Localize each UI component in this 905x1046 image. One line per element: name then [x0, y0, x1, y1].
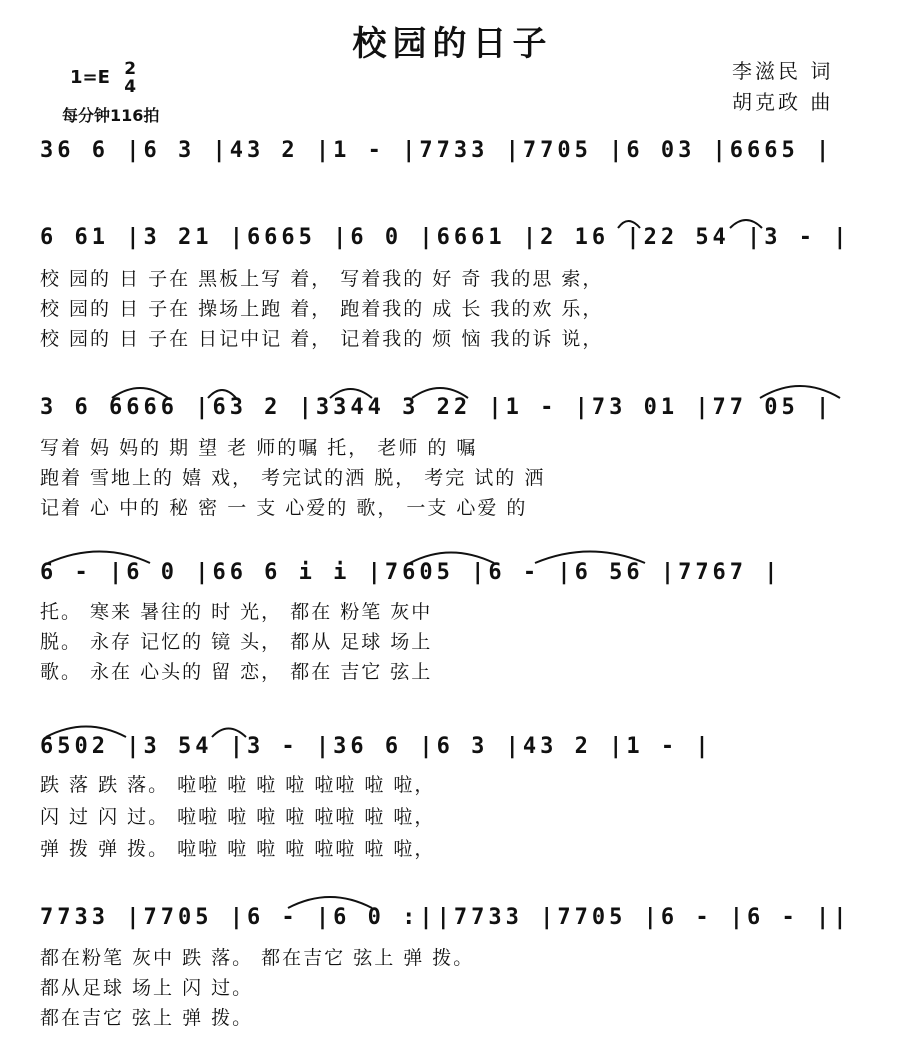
lyric-line-4-verse-2: 脱。 永存 记忆的 镜 头， 都从 足球 场上	[40, 631, 433, 653]
lyric-line-2-verse-1: 校 园的 日 子在 黑板上写 着， 写着我的 好 奇 我的思 索，	[40, 268, 604, 290]
slur-mark	[112, 388, 168, 398]
slur-mark	[535, 552, 645, 564]
slur-mark	[730, 220, 762, 228]
slur-mark	[212, 729, 246, 738]
lyric-line-5-verse-1: 跌 落 跌 落。 啦啦 啦 啦 啦 啦啦 啦 啦，	[40, 774, 436, 796]
slur-mark	[330, 389, 372, 398]
slur-mark	[760, 386, 840, 398]
lyric-line-2-verse-2: 校 园的 日 子在 操场上跑 着， 跑着我的 成 长 我的欢 乐，	[40, 298, 604, 320]
lyric-line-5-verse-2: 闪 过 闪 过。 啦啦 啦 啦 啦 啦啦 啦 啦，	[40, 806, 436, 828]
lyric-line-3-verse-2: 跑着 雪地上的 嬉 戏， 考完试的洒 脱， 考完 试的 洒	[40, 467, 546, 489]
slur-mark	[412, 388, 468, 398]
notation-line-4: 6 - |6 0 |66 6 i i |7605 |6 - |6 56 |7767 |	[40, 560, 782, 585]
lyricist-credit: 李滋民 词	[732, 59, 834, 83]
lyric-line-3-verse-1: 写着 妈 妈的 期 望 老 师的嘱 托， 老师 的 嘱	[40, 437, 478, 459]
tempo-marking: 每分钟116拍	[62, 106, 160, 125]
notation-line-5: 6502 |3 54 |3 - |36 6 |6 3 |43 2 |1 - |	[40, 734, 713, 759]
slur-mark	[46, 727, 126, 738]
notation-line-1: 36 6 |6 3 |43 2 |1 - |7733 |7705 |6 03 |6665 |	[40, 138, 834, 163]
lyric-line-2-verse-3: 校 园的 日 子在 日记中记 着， 记着我的 烦 恼 我的诉 说，	[40, 328, 604, 350]
notation-line-6: 7733 |7705 |6 - |6 0 :||7733 |7705 |6 - |6 - ||	[40, 905, 851, 930]
key-label: 1=E	[70, 67, 110, 88]
lyric-line-6-verse-3: 都在吉它 弦上 弹 拨。	[40, 1007, 254, 1029]
slur-mark	[288, 897, 372, 908]
lyric-line-6-verse-1: 都在粉笔 灰中 跌 落。 都在吉它 弦上 弹 拨。	[40, 947, 475, 969]
time-sig-top: 2	[124, 59, 137, 79]
lyric-line-4-verse-3: 歌。 永在 心头的 留 恋， 都在 吉它 弦上	[40, 661, 433, 683]
notation-line-2: 6 61 |3 21 |6665 |6 0 |6661 |2 16 |22 54 |3 - |	[40, 225, 851, 250]
lyric-line-5-verse-3: 弹 拨 弹 拨。 啦啦 啦 啦 啦 啦啦 啦 啦，	[40, 838, 436, 860]
slur-mark	[618, 221, 640, 228]
lyric-line-4-verse-1: 托。 寒来 暑往的 时 光， 都在 粉笔 灰中	[40, 601, 433, 623]
composer-credit: 胡克政 曲	[732, 90, 834, 114]
song-title: 校园的日子	[352, 24, 553, 64]
slur-mark	[410, 553, 494, 564]
slur-mark	[48, 552, 150, 564]
lyric-line-6-verse-2: 都从足球 场上 闪 过。	[40, 977, 254, 999]
lyric-line-3-verse-3: 记着 心 中的 秘 密 一 支 心爱的 歌， 一支 心爱 的	[40, 497, 528, 519]
notation-line-3: 3 6 6666 |63 2 |3344 3 22 |1 - |73 01 |77 05 |	[40, 395, 834, 420]
time-sig-bottom: 4	[124, 77, 137, 97]
slur-mark	[208, 390, 236, 398]
